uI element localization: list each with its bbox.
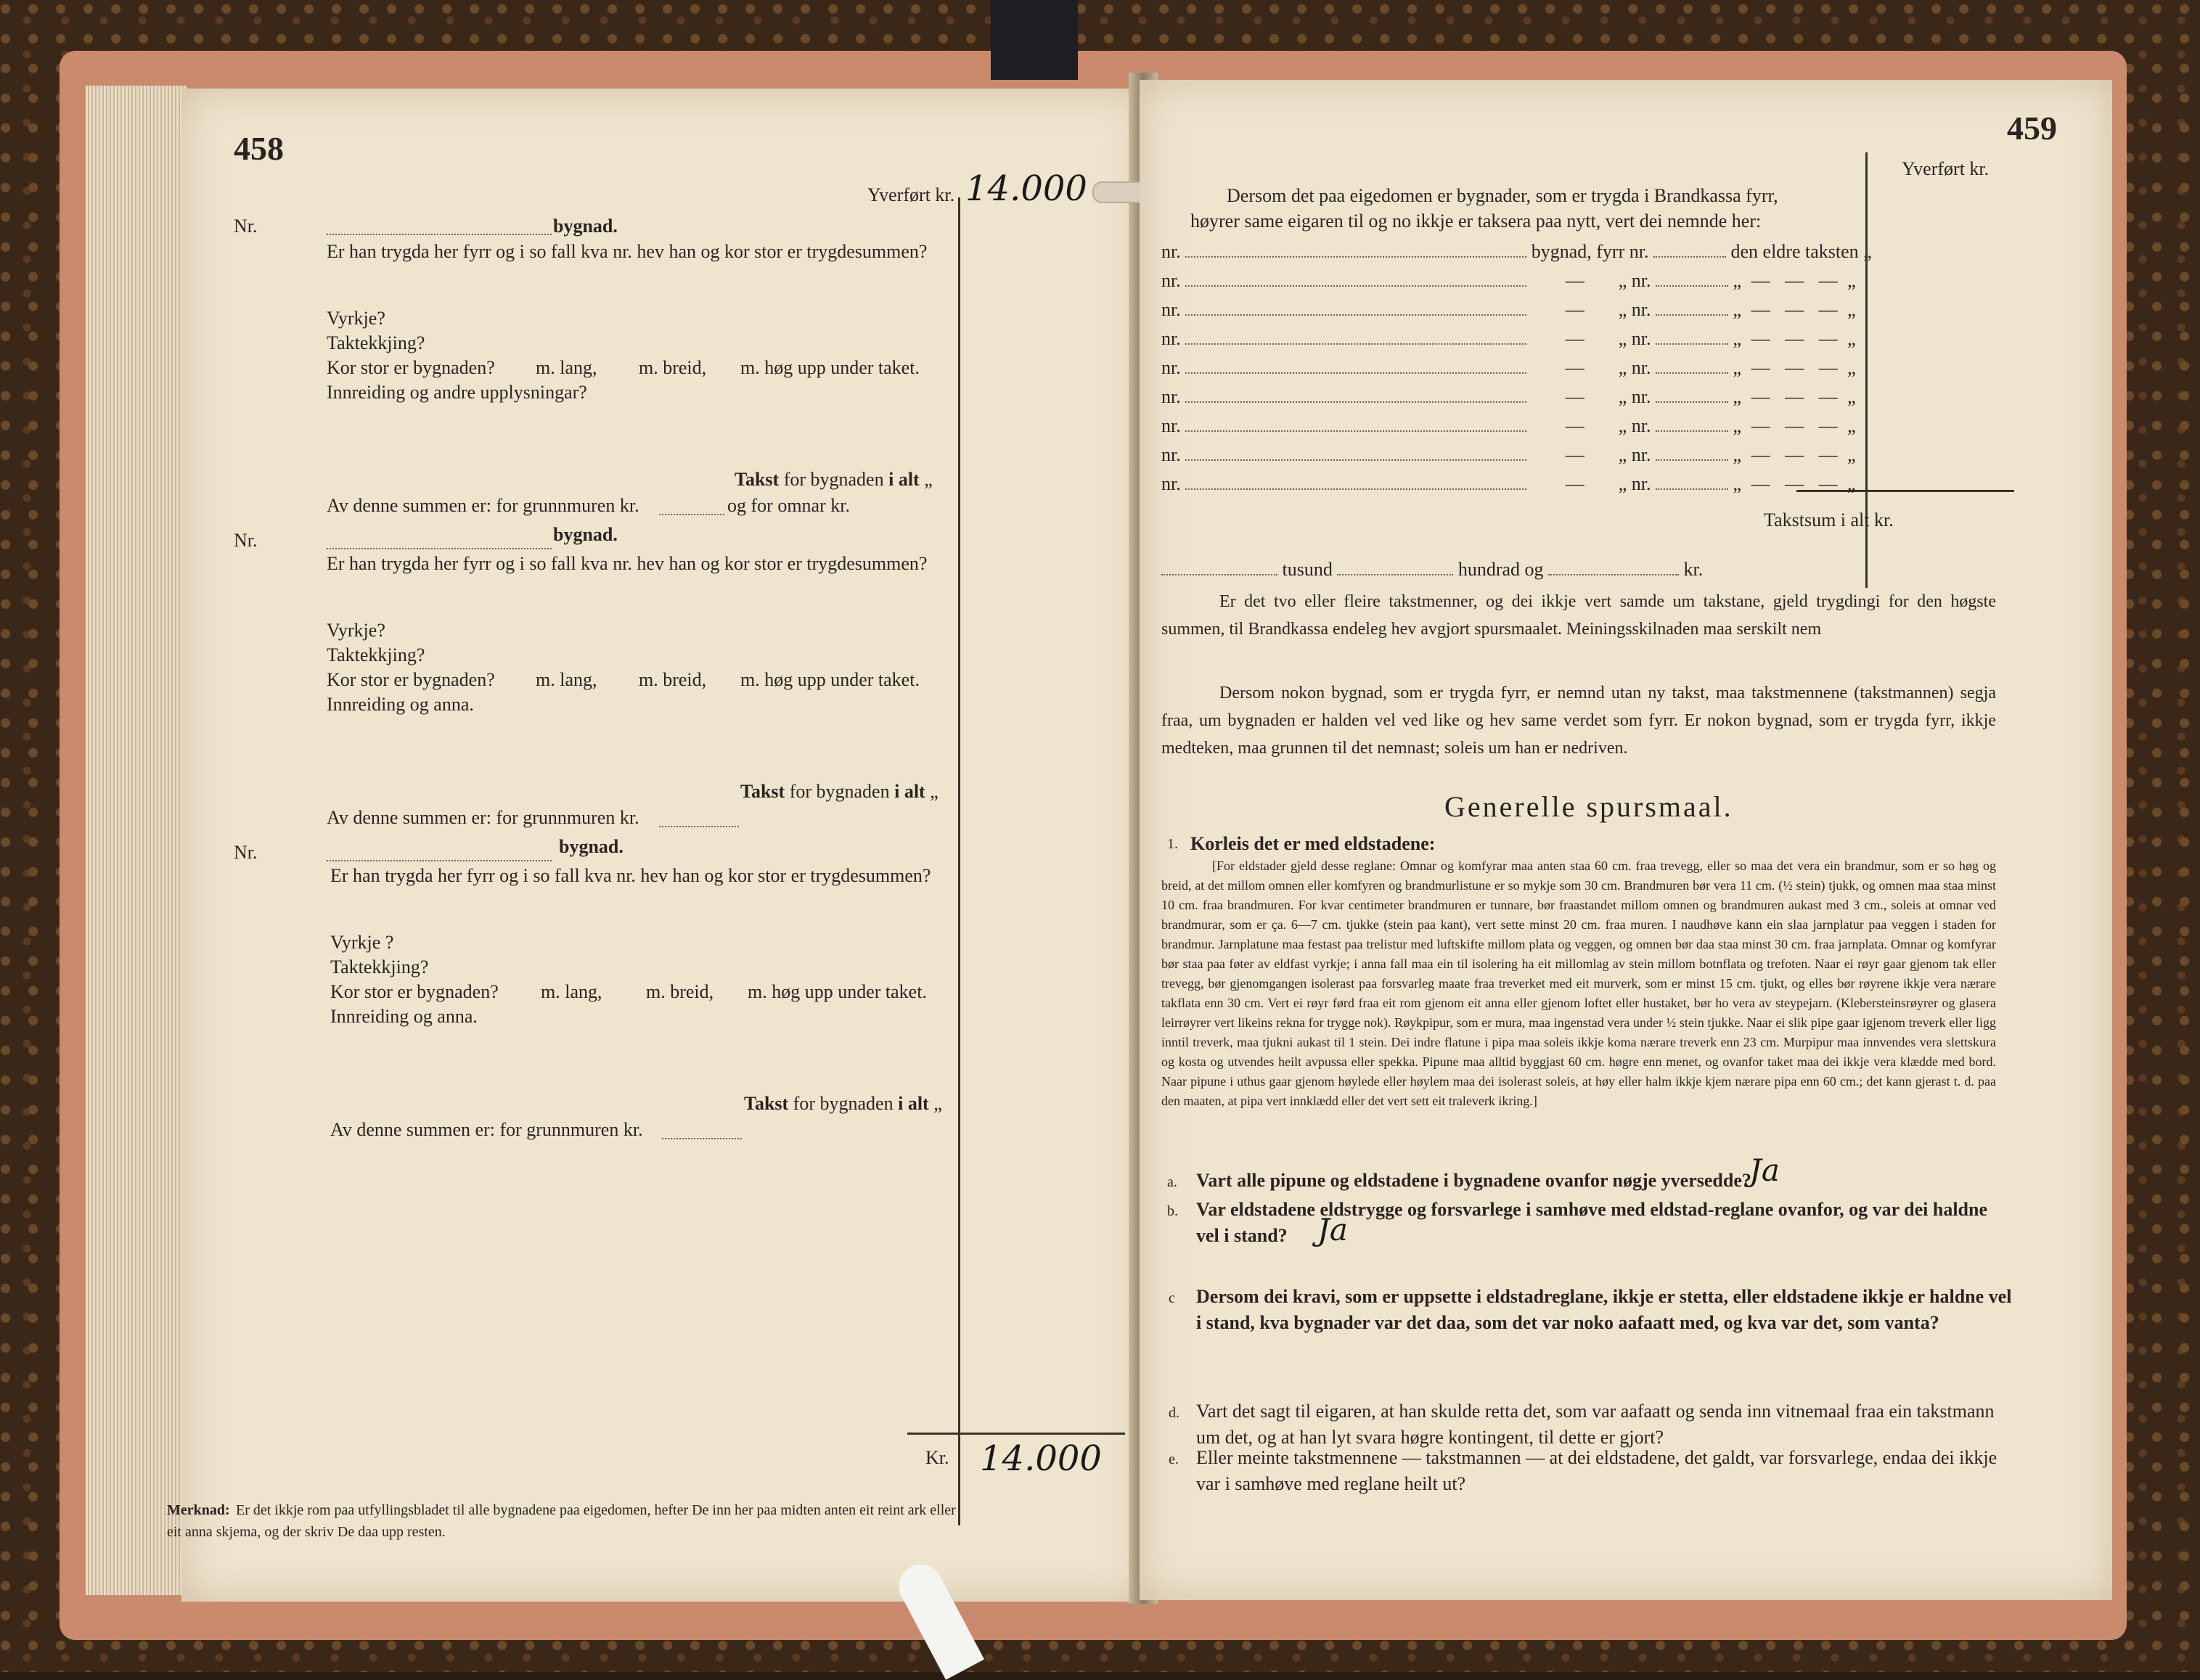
ditto-mark: „ <box>1733 299 1742 320</box>
ditto-mark: „ <box>1618 386 1627 407</box>
size-long: m. lang, <box>541 981 602 1002</box>
ditto-mark: „ <box>1847 299 1856 320</box>
size-wide: m. breid, <box>639 669 707 690</box>
ditto-mark: „ <box>1618 444 1627 465</box>
fill-line <box>327 548 552 549</box>
page-edges <box>86 86 187 1595</box>
ditto-dash: — <box>1565 473 1584 494</box>
nr-label: nr. <box>1161 241 1181 262</box>
nr-label: nr. <box>1161 386 1181 407</box>
ditto-mark: „ <box>1847 444 1856 465</box>
ditto-dash: — <box>1751 299 1770 320</box>
previous-building-row <box>1161 386 1856 408</box>
ditto-mark: „ <box>1733 415 1742 436</box>
total-mid: for bygnaden <box>789 781 890 802</box>
total-label: Takst <box>740 781 785 802</box>
building-label: bygnad. <box>553 216 618 237</box>
ditto-dash: — <box>1565 270 1584 291</box>
ditto-dash: — <box>1751 328 1770 349</box>
right-page <box>1140 80 2112 1600</box>
previous-building-row <box>1161 241 1872 263</box>
ditto-dash: — <box>1565 357 1584 378</box>
note-label: Merknad: <box>167 1502 230 1518</box>
ditto-dash: — <box>1565 328 1584 349</box>
interior-label: Innreiding og anna. <box>327 694 474 715</box>
nr-label: nr. <box>1629 241 1649 262</box>
nr-label: Nr. <box>234 842 258 863</box>
of-sum-roof: og for omnar kr. <box>727 495 850 516</box>
disagreement-paragraph: Er det tvo eller fleire takstmenner, og dei ikkje vert samde um takstane, gjeld trygdingi for den høgste summen, til Brandkassa endeleg hev avgjort spursmaalet. Meiningsskilnaden maa serskilt nem <box>1161 592 1996 639</box>
total-label: Takstsum i alt kr. <box>1764 509 1894 530</box>
fill-line <box>662 1138 742 1139</box>
ditto-dash: — <box>1565 415 1584 436</box>
ditto-dash: — <box>1565 299 1584 320</box>
question-number: 1. <box>1167 836 1178 852</box>
nr-label: nr. <box>1161 328 1181 349</box>
total-label: Takst <box>735 469 780 490</box>
fill-line <box>327 860 552 861</box>
insured-question: Er han trygda her fyrr og i so fall kva nr. hev han og kor stor er trygdesummen? <box>327 241 928 262</box>
ditto-mark: „ <box>1847 328 1856 349</box>
ditto-mark: „ <box>1618 415 1627 436</box>
carried-forward-label: Yverført kr. <box>1902 158 1990 179</box>
ditto-dash: — <box>1565 444 1584 465</box>
previous-building-row <box>1161 415 1856 437</box>
ditto-mark: „ <box>1733 328 1742 349</box>
older-value-label: den eldre taksten <box>1730 241 1859 262</box>
size-long: m. lang, <box>536 669 597 690</box>
question-text: Vart det sagt til eigaren, at han skulde retta det, som var aafaatt og senda inn vitnemaal fraa ein takstmann <box>1196 1401 1995 1422</box>
intro-text: høyrer same eigaren til og no ikkje er taksera paa nytt, vert dei nemnde her: <box>1190 210 1762 231</box>
note-text: eit anna skjema, og der skriv De daa upp resten. <box>167 1524 446 1540</box>
fill-line <box>659 826 739 827</box>
ditto-dash: — <box>1751 473 1770 494</box>
nr-label: nr. <box>1631 328 1651 349</box>
ditto-dash: — <box>1785 328 1804 349</box>
nr-label: nr. <box>1631 473 1651 494</box>
ditto-mark: „ <box>1847 473 1856 494</box>
ditto-dash: — <box>1785 386 1804 407</box>
nr-label: nr. <box>1161 415 1181 436</box>
handwritten-answer: Ja <box>1749 1152 1780 1188</box>
carried-forward-label: Yverført kr. <box>867 184 955 205</box>
previous-building-paragraph: Dersom nokon bygnad, som er trygda fyrr, er nemnd utan ny takst, maa takstmennene (takstmannen) segja fraa, um bygnaden er halden vel ved like og hev same verdet som fyrr. Er nokon bygnad, som er trygda fyrr, ikkje medteken, maa grunnen til det nemnast; soleis um han er nedriven. <box>1161 684 1996 758</box>
size-high: m. høg upp under taket. <box>748 981 927 1002</box>
question-text: Var eldstadene eldstrygge og forsvarlege i samhøve med eldstad-reglane ovanfor, og var dei haldne <box>1196 1199 1988 1220</box>
nr-label: nr. <box>1631 270 1651 291</box>
total-mid: for bygnaden <box>793 1093 894 1114</box>
insured-question: Er han trygda her fyrr og i so fall kva nr. hev han og kor stor er trygdesummen? <box>330 865 931 886</box>
roof-label: Taktekkjing? <box>327 332 425 353</box>
ditto-mark: „ <box>1847 270 1856 291</box>
fill-line <box>659 514 724 515</box>
roof-label: Taktekkjing? <box>327 644 425 665</box>
sum-label: Kr. <box>925 1447 949 1468</box>
previous-building-row <box>1161 444 1856 466</box>
roof-label: Taktekkjing? <box>330 956 429 978</box>
section-heading: Generelle spursmaal. <box>1444 790 1733 823</box>
fireplace-rules: [For eldstader gjeld desse reglane: Omnar og komfyrar maa anten staa 60 cm. fraa trevegg, eller so maa det vera ein brandmur, som er so høg og breid, at det millom omnen eller komfyren og brandmurlistune er so mykje som 30 cm. Brandmuren bør vera 11 cm. (½ stein) tjukk, og omnen maa staa minst 10 cm. fraa brandmuren. For kvar centimeter brandmuren er tunnare, bør fraastandet millom omnen og brandmuren aukast med 3 cm., soleis at omnar ved brandmurar, som er ça. 6—7 cm. tjukke (stein paa kant), vert sette minst 20 cm. fraa muren. I naudhøve kann ein slaa jarnplatur paa veggen i staden for brandmur. Jarnplatune maa festast paa trelistur med luftskifte millom plata og veggen, og omnen bør daa staa minst 30 cm. fraa jarnplata. Omnar og komfyrar bør staa paa føter av eldfast vyrkje; i anna fall maa ein til isolering ha eit millomlag av stein millom botnflata og trefoten. Naar ei røyr gaar gjenom tak eller trevegg, bør gjenomgangen isolerast paa forsvarleg maate fraa treverket med eit murverk, som er minst 15 cm. tjukt, og elles bør røyrene ikkje vera nærare takflata enn 30 cm. Vert ei røyr førd fraa eit rom gjenom eit anna eller gjenom loftet eller hustaket, bør ho vera av steypejarn. (Klebersteinsrøyrer og glasera leirrøyrer vert likeins rekna for trygge nok). Røykpipur, som er mura, maa ingenstad vera under ½ stein tjukke. Naar ei slik pipe gaar igjenom treverk eller ligg inntil treverk, maa tjukni aukast til 1 stein. Dei indre flatune i pipa maa soleis ikkje koma nærare treverk enn 23 cm. Murpipur maa innvendes vera slettskura og kosta og utvendes heilt avpussa eller spekka. Pipune maa alltid byggjast 60 cm. høgre enn menet, og ovanfor taket maa dei ikkje vera klædde med bord. Naar pipune i uthus gaar gjenom høylede eller høylem maa dei isolerast soleis, at høy eller halm ikkje kjem nærare pipa enn 60 cm.; det kann gjerast t. d. paa den maaten, at pipa vert innklædd eller det vert sett eit traleverk ikring.] <box>1161 859 1996 1108</box>
question-letter: d. <box>1169 1405 1179 1421</box>
page-number: 458 <box>234 130 284 167</box>
question-letter: b. <box>1167 1203 1178 1219</box>
ditto-dash: — <box>1818 386 1838 407</box>
size-high: m. høg upp under taket. <box>740 357 920 378</box>
note-text: Er det ikkje rom paa utfyllingsbladet til alle bygnadene paa eigedomen, hefter De inn her paa midten anten eit reint ark eller <box>236 1502 956 1518</box>
ditto-mark: „ <box>1618 299 1627 320</box>
ditto-mark: „ <box>1733 444 1742 465</box>
ditto-mark: „ <box>1733 357 1742 378</box>
nr-label: nr. <box>1631 415 1651 436</box>
of-sum-label: Av denne summen er: for grunnmuren kr. <box>327 495 639 516</box>
total-suffix: „ <box>930 781 939 802</box>
question-text: um det, og at han lyt svara høgre kontingent, til dette er gjort? <box>1196 1427 1664 1448</box>
nr-label: nr. <box>1161 270 1181 291</box>
intro-text: Dersom det paa eigedomen er bygnader, som er trygda i Brandkassa fyrr, <box>1227 185 1778 206</box>
nr-label: Nr. <box>234 530 258 551</box>
ditto-dash: — <box>1785 270 1804 291</box>
hundred-label: hundrad og <box>1457 559 1544 580</box>
total-label: Takst <box>744 1093 789 1114</box>
ditto-mark: „ <box>1733 270 1742 291</box>
ditto-dash: — <box>1818 473 1838 494</box>
nr-label: nr. <box>1631 444 1651 465</box>
sum-value: 14.000 <box>980 1438 1102 1479</box>
ditto-mark: „ <box>1733 386 1742 407</box>
insured-question: Er han trygda her fyrr og i so fall kva nr. hev han og kor stor er trygdesummen? <box>327 553 928 574</box>
ditto-mark: „ <box>1847 357 1856 378</box>
question-text: vel i stand? <box>1196 1225 1288 1246</box>
ditto-dash: — <box>1565 386 1584 407</box>
use-label: Vyrkje ? <box>330 932 394 953</box>
ditto-dash: — <box>1818 415 1838 436</box>
total-mid: for bygnaden <box>783 469 884 490</box>
bookmark-ribbon <box>991 0 1078 80</box>
question-text: Vart alle pipune og eldstadene i bygnadene ovanfor nøgje yversedde? <box>1196 1170 1751 1191</box>
left-page <box>167 89 1147 1602</box>
kr-label: kr. <box>1683 559 1704 580</box>
total-bold: i alt <box>888 469 920 490</box>
total-suffix: „ <box>933 1093 942 1114</box>
ditto-dash: — <box>1818 328 1838 349</box>
ditto-dash: — <box>1785 473 1804 494</box>
ditto-mark: „ <box>1618 328 1627 349</box>
amount-column-rule <box>958 197 960 1525</box>
total-bold: i alt <box>898 1093 929 1114</box>
ditto-mark: „ <box>1618 270 1627 291</box>
use-label: Vyrkje? <box>327 308 385 329</box>
ditto-dash: — <box>1785 357 1804 378</box>
ditto-mark: „ <box>1863 241 1872 262</box>
nr-label: nr. <box>1631 299 1651 320</box>
question-letter: a. <box>1167 1174 1177 1190</box>
page-number: 459 <box>2007 110 2057 147</box>
ditto-mark: „ <box>1847 415 1856 436</box>
question-text: Eller meinte takstmennene — takstmannen — at dei eldstadene, det galdt, var forsvarlege, endaa dei ikkje <box>1196 1447 1997 1468</box>
question-letter: e. <box>1169 1451 1179 1467</box>
question-text: var i samhøve med reglane heilt ut? <box>1196 1473 1466 1494</box>
use-label: Vyrkje? <box>327 620 385 641</box>
previous-building-row <box>1161 357 1856 379</box>
nr-label: nr. <box>1161 357 1181 378</box>
of-sum-label: Av denne summen er: for grunnmuren kr. <box>330 1119 643 1140</box>
previous-building-row <box>1161 328 1856 350</box>
size-high: m. høg upp under taket. <box>740 669 920 690</box>
handwritten-answer: Ja <box>1317 1212 1348 1247</box>
building-label: bygnad, fyrr <box>1531 241 1625 262</box>
question-text: i stand, kva bygnader var det daa, som det var noko aafaatt med, og kva var det, som vanta? <box>1196 1312 1939 1333</box>
question-title: Korleis det er med eldstadene: <box>1190 833 1436 854</box>
amount-line <box>1161 559 1703 581</box>
of-sum-label: Av denne summen er: for grunnmuren kr. <box>327 807 639 828</box>
size-prefix: Kor stor er bygnaden? <box>330 981 499 1002</box>
sum-rule <box>907 1433 1125 1435</box>
interior-label: Innreiding og andre upplysningar? <box>327 382 587 403</box>
ditto-dash: — <box>1751 357 1770 378</box>
ditto-mark: „ <box>1847 386 1856 407</box>
nr-label: nr. <box>1631 357 1651 378</box>
nr-label: nr. <box>1161 299 1181 320</box>
ditto-dash: — <box>1785 444 1804 465</box>
ditto-mark: „ <box>1618 357 1627 378</box>
ditto-dash: — <box>1785 299 1804 320</box>
ditto-mark: „ <box>1733 473 1742 494</box>
total-bold: i alt <box>894 781 925 802</box>
total-suffix: „ <box>924 469 933 490</box>
nr-label: nr. <box>1161 473 1181 494</box>
nr-label: nr. <box>1161 444 1181 465</box>
size-prefix: Kor stor er bygnaden? <box>327 357 495 378</box>
thousand-label: tusund <box>1282 559 1333 580</box>
previous-building-row <box>1161 473 1856 495</box>
size-prefix: Kor stor er bygnaden? <box>327 669 495 690</box>
size-wide: m. breid, <box>646 981 714 1002</box>
ditto-dash: — <box>1751 270 1770 291</box>
ditto-dash: — <box>1818 357 1838 378</box>
interior-label: Innreiding og anna. <box>330 1006 478 1027</box>
question-letter: c <box>1169 1290 1175 1306</box>
ditto-dash: — <box>1751 444 1770 465</box>
size-wide: m. breid, <box>639 357 707 378</box>
size-long: m. lang, <box>536 357 597 378</box>
ditto-dash: — <box>1818 299 1838 320</box>
question-text: Dersom dei kravi, som er uppsette i eldstadreglane, ikkje er stetta, eller eldstadene ikkje er haldne vel <box>1196 1286 2012 1307</box>
ditto-dash: — <box>1818 270 1838 291</box>
previous-building-row <box>1161 270 1856 292</box>
ditto-dash: — <box>1751 386 1770 407</box>
ditto-dash: — <box>1751 415 1770 436</box>
building-label: bygnad. <box>553 524 618 545</box>
fill-line <box>327 234 552 235</box>
ditto-dash: — <box>1785 415 1804 436</box>
ditto-mark: „ <box>1618 473 1627 494</box>
ditto-dash: — <box>1818 444 1838 465</box>
building-label: bygnad. <box>559 836 623 857</box>
previous-building-row <box>1161 299 1856 321</box>
nr-label: Nr. <box>234 216 258 237</box>
nr-label: nr. <box>1631 386 1651 407</box>
carried-forward-value: 14.000 <box>965 168 1087 209</box>
